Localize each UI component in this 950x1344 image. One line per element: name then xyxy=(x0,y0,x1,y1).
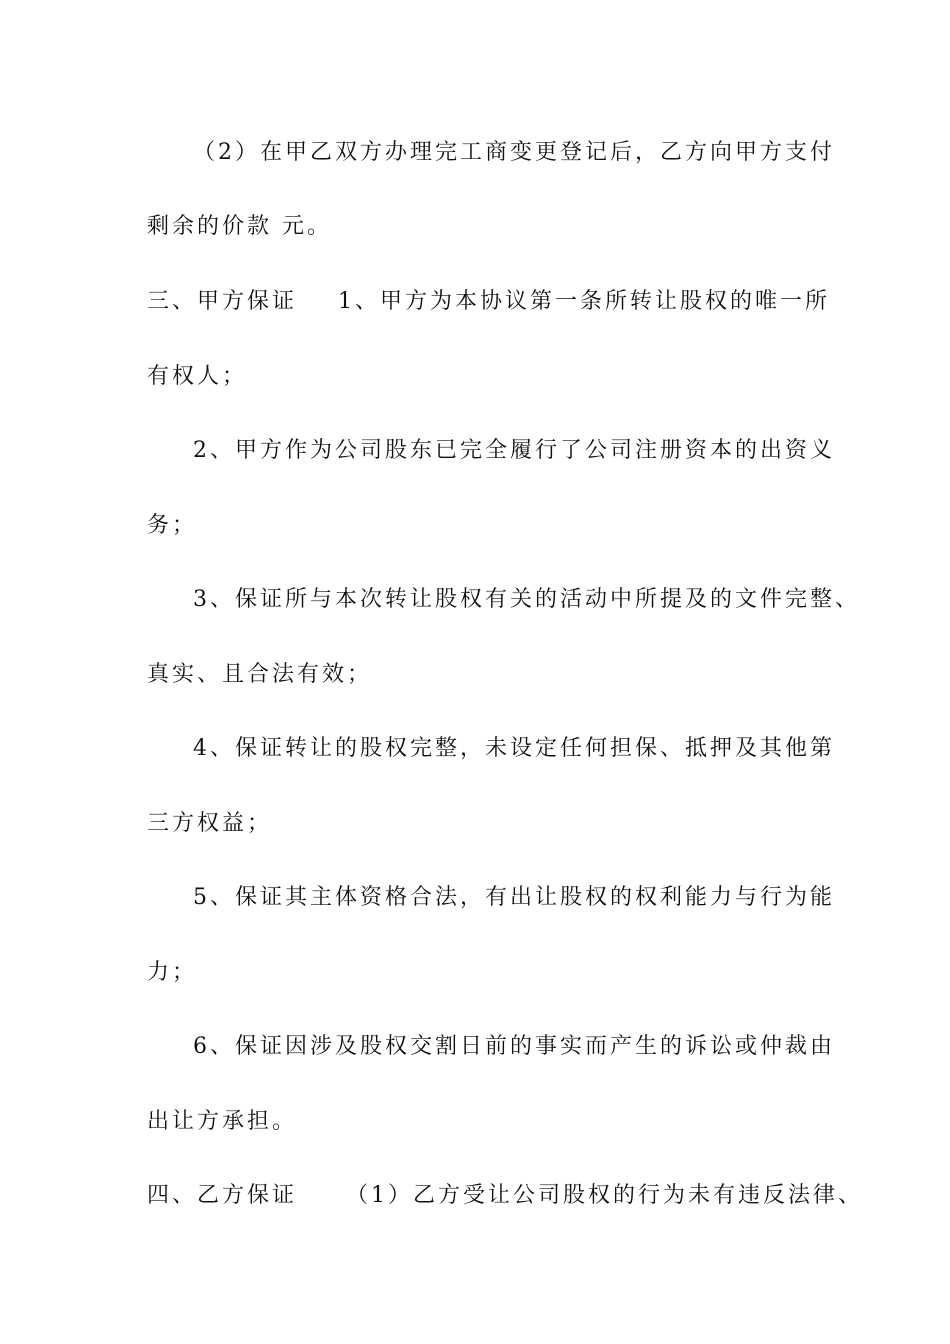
section-three-item-5-line-1: 5、保证其主体资格合法，有出让股权的权利能力与行为能 xyxy=(193,885,835,910)
section-four-heading: 四、乙方保证 xyxy=(147,1183,298,1208)
section-three-item-2-line-2: 务； xyxy=(147,513,198,538)
payment-clause-line-2: 剩余的价款 元。 xyxy=(147,214,332,239)
section-three-item-6-line-2: 出让方承担。 xyxy=(147,1109,298,1134)
section-three-item-4-line-2: 三方权益； xyxy=(147,811,273,836)
section-three-item-2-line-1: 2、甲方作为公司股东已完全履行了公司注册资本的出资义 xyxy=(193,438,835,463)
section-three-item-1-line-1: 1、甲方为本协议第一条所转让股权的唯一所 xyxy=(338,289,830,314)
section-three-item-4-line-1: 4、保证转让的股权完整，未设定任何担保、抵押及其他第 xyxy=(193,736,835,761)
section-four-item-1-line-1: （1）乙方受让公司股权的行为未有违反法律、 xyxy=(346,1183,863,1208)
section-three-item-1-line-2: 有权人； xyxy=(147,364,248,389)
section-three-item-5-line-2: 力； xyxy=(147,960,198,985)
section-three-heading: 三、甲方保证 xyxy=(147,289,298,314)
section-three-item-3-line-1: 3、保证所与本次转让股权有关的活动中所提及的文件完整、 xyxy=(193,587,860,612)
payment-clause-line-1: （2）在甲乙双方办理完工商变更登记后，乙方向甲方支付 xyxy=(193,140,835,165)
section-three-item-3-line-2: 真实、且合法有效； xyxy=(147,662,373,687)
section-three-item-6-line-1: 6、保证因涉及股权交割日前的事实而产生的诉讼或仲裁由 xyxy=(193,1034,835,1059)
